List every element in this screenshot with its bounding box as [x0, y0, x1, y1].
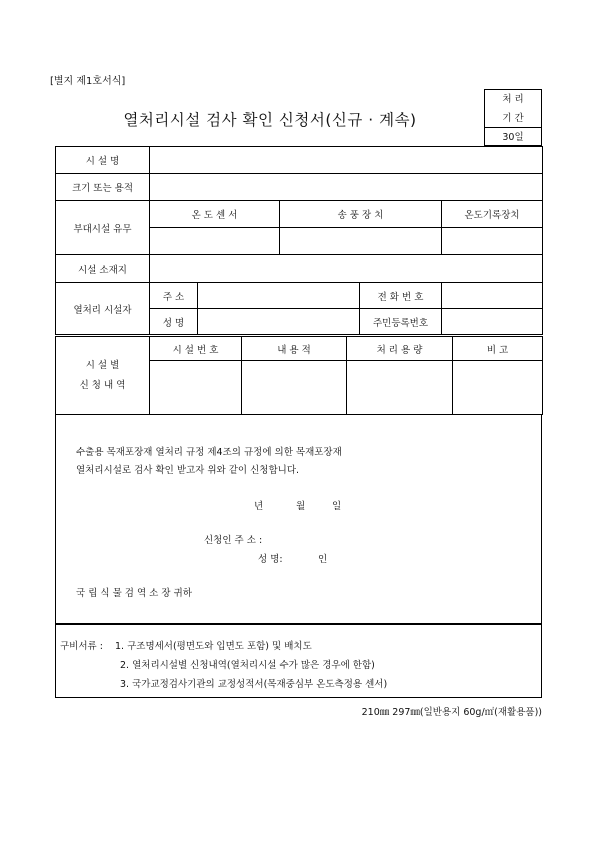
document-item-2: 2. 열처리시설별 신청내역(열처리시설 수가 많은 경우에 한함) [120, 660, 375, 671]
temp-recorder-header: 온도기록장치 [442, 201, 543, 228]
blower-field[interactable] [280, 228, 442, 255]
name-label: 성 명 [150, 309, 198, 335]
period-label: 기 간 [485, 109, 541, 128]
processing-label: 처 리 [502, 94, 524, 105]
declaration-section [55, 414, 542, 624]
month-label: 월 [296, 501, 306, 512]
facility-name-field[interactable] [150, 147, 543, 174]
form-number-label: [별지 제1호서식] [50, 76, 126, 87]
remarks-field[interactable] [453, 361, 543, 415]
facility-details-table [55, 336, 543, 415]
seal-label: 인 [318, 554, 328, 565]
location-label: 시설 소재지 [56, 255, 150, 283]
temp-sensor-field[interactable] [150, 228, 280, 255]
applicant-name-label: 성 명: [258, 554, 283, 565]
operator-label: 열처리 시설자 [56, 283, 150, 335]
remarks-header: 비 고 [453, 337, 543, 361]
document-item-1: 1. 구조명세서(평면도와 입면도 포함) 및 배치도 [115, 641, 312, 652]
resident-id-label: 주민등록번호 [360, 309, 442, 335]
declaration-line2: 열처리시설로 검사 확인 받고자 위와 같이 신청합니다. [76, 465, 300, 476]
details-label [56, 337, 150, 415]
documents-label: 구비서류 : [60, 641, 103, 652]
details-label-line1: 시 설 별 [85, 359, 120, 371]
declaration-line1: 수출용 목재포장재 열처리 규정 제4조의 규정에 의한 목재포장재 [76, 447, 342, 458]
facility-number-field[interactable] [150, 361, 242, 415]
form-title: 열처리시설 검사 확인 신청서(신규 · 계속) [123, 111, 417, 129]
applicant-address-label: 신청인 주 소 : [204, 535, 263, 546]
capacity-field[interactable] [347, 361, 453, 415]
temp-recorder-field[interactable] [442, 228, 543, 255]
address-label: 주 소 [150, 283, 198, 309]
size-field[interactable] [150, 174, 543, 201]
volume-header: 내 용 적 [242, 337, 347, 361]
resident-id-field[interactable] [442, 309, 543, 335]
temp-sensor-header: 온 도 센 서 [150, 201, 280, 228]
address-field[interactable] [198, 283, 360, 309]
subsidiary-label: 부대시설 유무 [56, 201, 150, 255]
processing-period-box [484, 89, 542, 146]
year-label: 년 [254, 501, 264, 512]
document-item-3: 3. 국가교정검사기관의 교정성적서(목재중심부 온도측정용 센서) [120, 679, 388, 690]
paper-spec-footer: 210㎜ 297㎜(일반용지 60g/㎡(재활용품)) [361, 707, 542, 718]
facility-name-label: 시 설 명 [56, 147, 150, 174]
size-label: 크기 또는 용적 [56, 174, 150, 201]
day-label: 일 [332, 501, 342, 512]
volume-field[interactable] [242, 361, 347, 415]
capacity-header: 처 리 용 량 [347, 337, 453, 361]
blower-header: 송 풍 장 치 [280, 201, 442, 228]
phone-label: 전 화 번 호 [360, 283, 442, 309]
addressee: 국 립 식 물 검 역 소 장 귀하 [76, 588, 192, 599]
facility-info-table [55, 146, 543, 335]
details-label-line2: 신 청 내 역 [79, 379, 126, 391]
required-documents-section [55, 624, 542, 698]
facility-number-header: 시 설 번 호 [150, 337, 242, 361]
processing-period-value: 30일 [502, 132, 524, 143]
phone-field[interactable] [442, 283, 543, 309]
name-field[interactable] [198, 309, 360, 335]
location-field[interactable] [150, 255, 543, 283]
